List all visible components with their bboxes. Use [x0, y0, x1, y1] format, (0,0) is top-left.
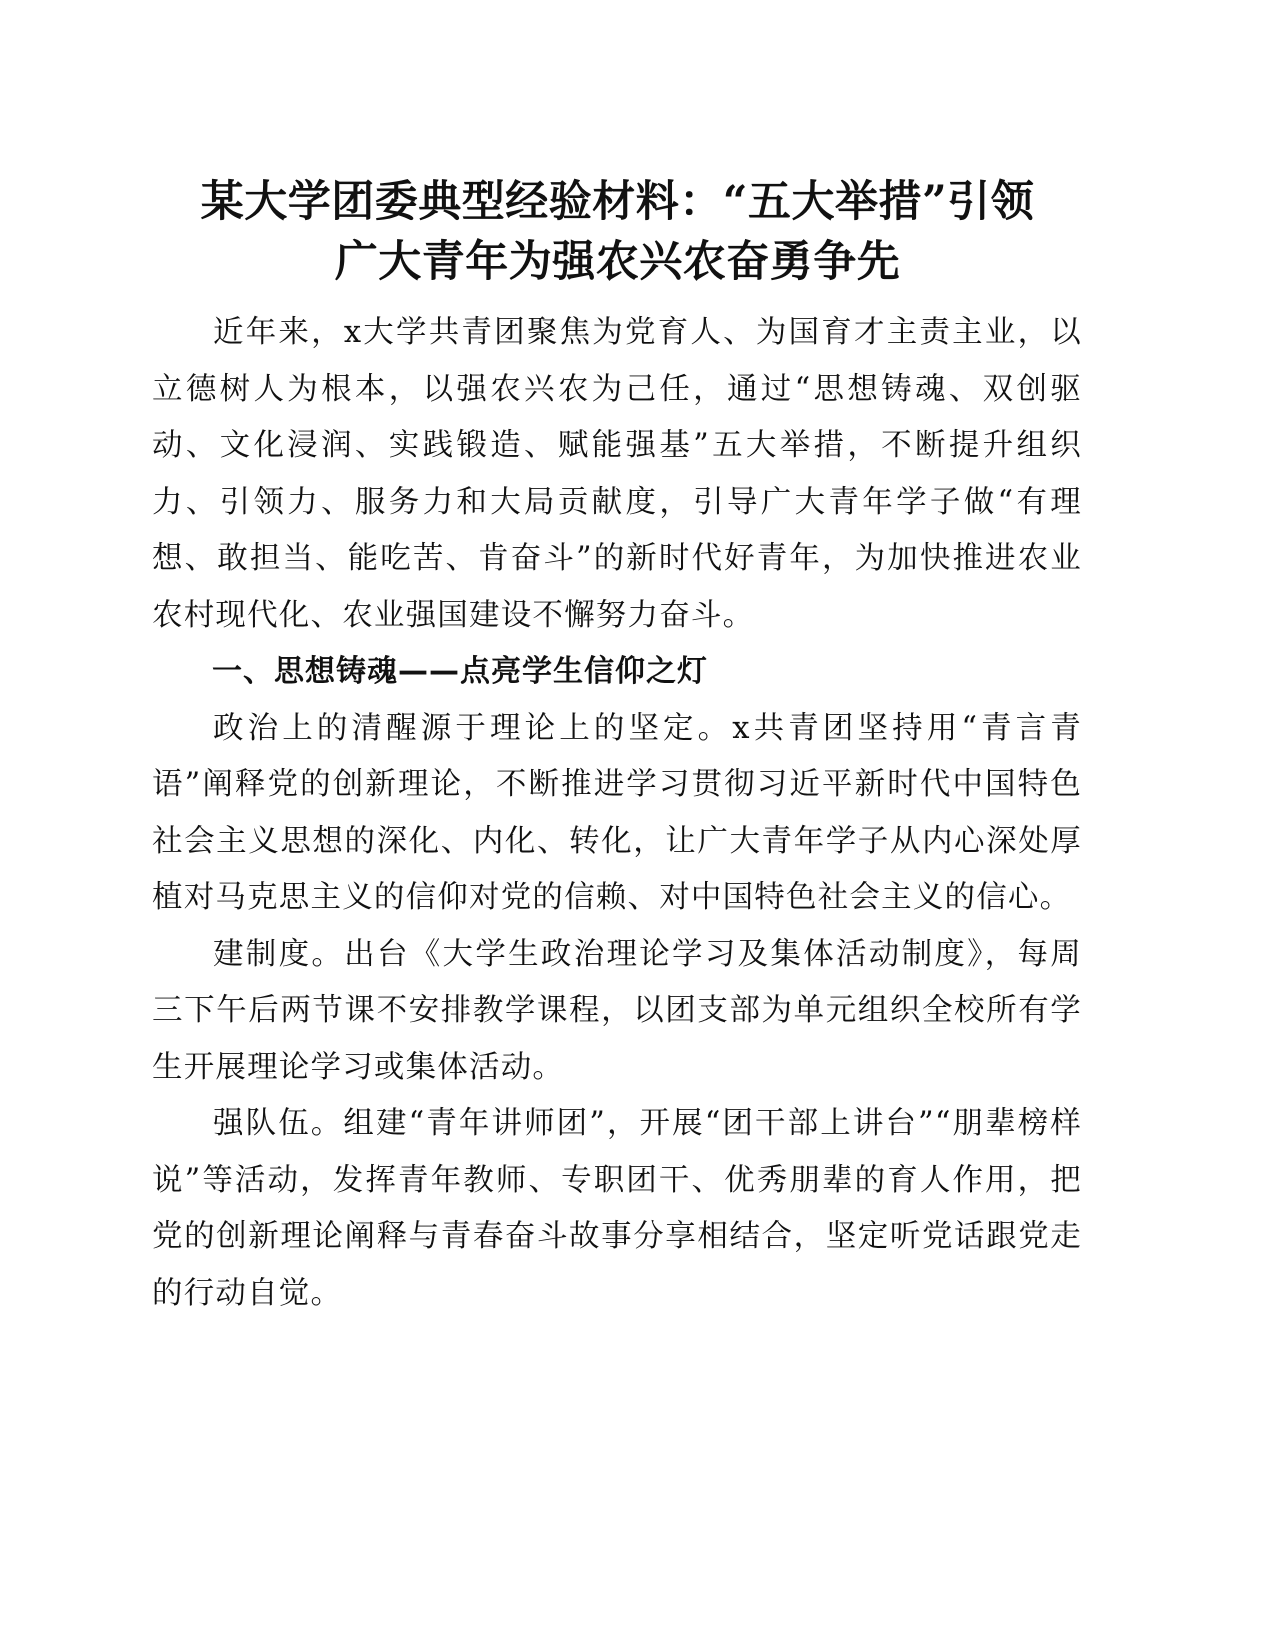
- intro-paragraph: 近年来，x大学共青团聚焦为党育人、为国育才主责主业，以立德树人为根本，以强农兴农为己任，通过“思想铸魂、双创驱动、文化浸润、实践锻造、赋能强基”五大举措，不断提升组织力、引领力、服务力和大局贡献度，引导广大青年学子做“有理想、敢担当、能吃苦、肯奋斗”的新时代好青年，为加快推进农业农村现代化、农业强国建设不懈努力奋斗。: [152, 315, 1082, 633]
- section1-paragraph-3: 强队伍。组建“青年讲师团”，开展“团干部上讲台”“朋辈榜样说”等活动，发挥青年教师、专职团干、优秀朋辈的育人作用，把党的创新理论阐释与青春奋斗故事分享相结合，坚定听党话跟党走的行动自觉。: [152, 1106, 1082, 1311]
- section1-paragraph-1: 政治上的清醒源于理论上的坚定。x共青团坚持用“青言青语”阐释党的创新理论，不断推进学习贯彻习近平新时代中国特色社会主义思想的深化、内化、转化，让广大青年学子从内心深处厚植对马克思主义的信仰对党的信赖、对中国特色社会主义的信心。: [152, 710, 1082, 915]
- title-line-1: 某大学团委典型经验材料：“五大举措”引领: [200, 177, 1035, 227]
- section1-paragraph-2: 建制度。出台《大学生政治理论学习及集体活动制度》，每周三下午后两节课不安排教学课程，以团支部为单元组织全校所有学生开展理论学习或集体活动。: [152, 936, 1082, 1085]
- document-body: [152, 305, 1082, 1322]
- section-heading-1: 一、思想铸魂——点亮学生信仰之灯: [212, 654, 708, 689]
- document-title: [150, 172, 1085, 292]
- title-line-2: 广大青年为强农兴农奋勇争先: [334, 237, 901, 287]
